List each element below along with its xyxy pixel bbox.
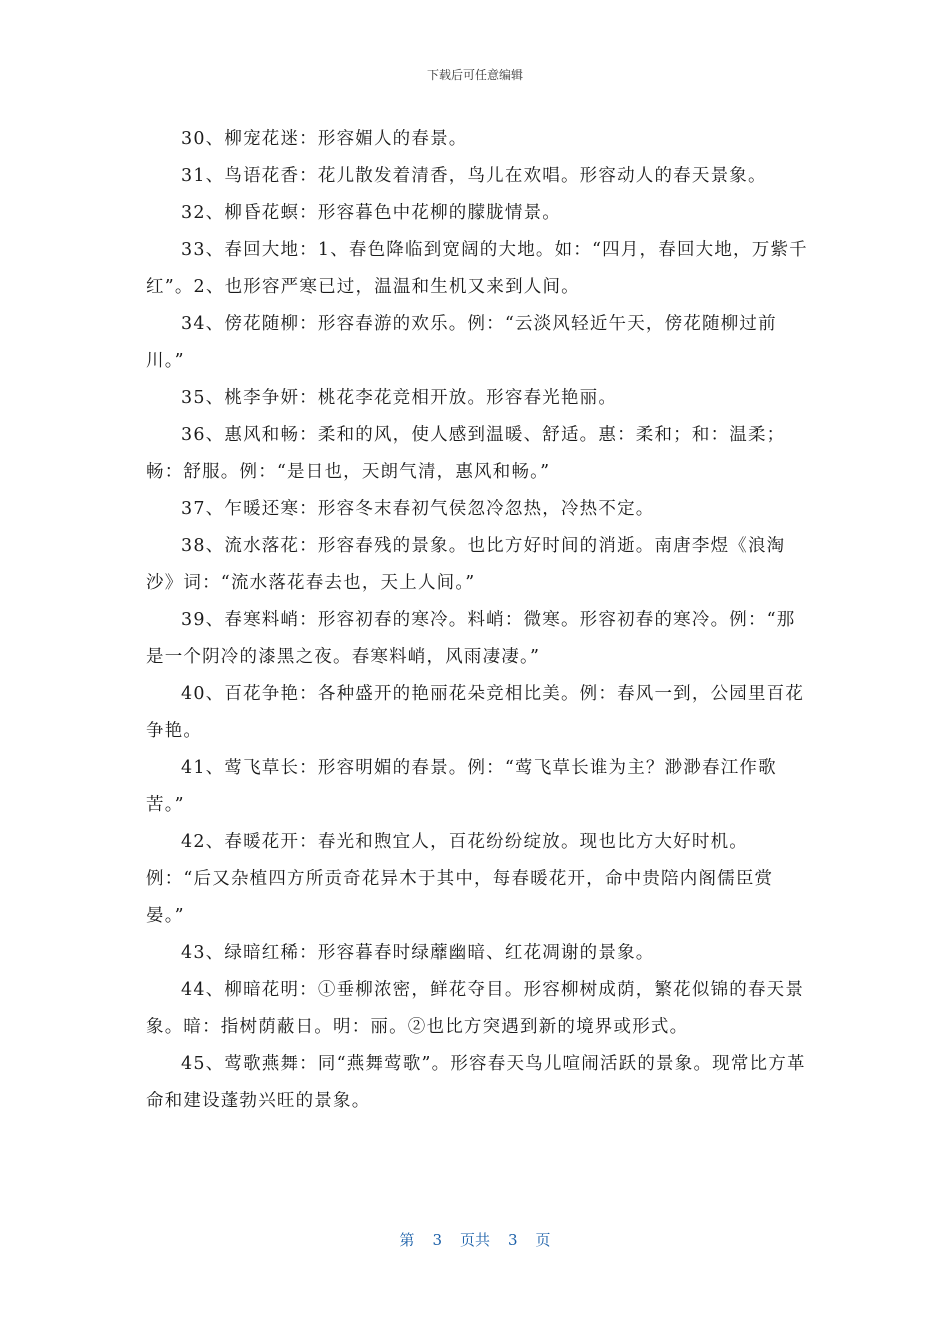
paragraph-38: 38、流水落花：形容春残的景象。也比方好时间的消逝。南唐李煜《浪淘沙》词：“流水落花春去也，天上人间。” <box>146 536 786 593</box>
paragraph-42: 42、春暖花开：春光和煦宜人，百花纷纷绽放。现也比方大好时机。例：“后又杂植四方所贡奇花异木于其中，每春暖花开，命中贵陪内阁儒臣赏晏。” <box>146 832 774 926</box>
page-header: 下载后可任意编辑 <box>426 68 523 82</box>
paragraph-34: 34、傍花随柳：形容春游的欢乐。例：“云淡风轻近午天，傍花随柳过前川。” <box>146 314 777 371</box>
paragraph-36: 36、惠风和畅：柔和的风，使人感到温暖、舒适。惠：柔和；和：温柔；畅：舒服。例：“是日也，天朗气清，惠风和畅。” <box>146 425 786 482</box>
paragraph-43: 43、绿暗红稀：形容暮春时绿蘼幽暗、红花凋谢的景象。 <box>181 943 655 963</box>
paragraph-40: 40、百花争艳：各种盛开的艳丽花朵竞相比美。例：春风一到，公园里百花争艳。 <box>146 684 805 741</box>
document-body <box>146 121 811 1120</box>
footer-prefix: 第 <box>399 1231 415 1249</box>
footer-suffix: 页 <box>535 1231 551 1249</box>
paragraph-45: 45、莺歌燕舞：同“燕舞莺歌”。形容春天鸟儿喧闹活跃的景象。现常比方革命和建设蓬勃兴旺的景象。 <box>146 1054 806 1111</box>
paragraph-39: 39、春寒料峭：形容初春的寒冷。料峭：微寒。形容初春的寒冷。例：“那是一个阴冷的漆黑之夜。春寒料峭，风雨凄凄。” <box>146 610 796 667</box>
footer-total-pages: 3 <box>508 1231 518 1249</box>
paragraph-35: 35、桃李争妍：桃花李花竞相开放。形容春光艳丽。 <box>181 388 618 408</box>
footer-page-number: 3 <box>432 1231 442 1249</box>
paragraph-41: 41、莺飞草长：形容明媚的春景。例：“莺飞草长谁为主？渺渺春江作歌苦。” <box>146 758 777 815</box>
footer-middle: 页共 <box>459 1231 490 1249</box>
paragraph-44: 44、柳暗花明：①垂柳浓密，鲜花夺目。形容柳树成荫，繁花似锦的春天景象。暗：指树荫蔽日。明：丽。②也比方突遇到新的境界或形式。 <box>146 980 805 1037</box>
paragraph-33: 33、春回大地：1、春色降临到宽阔的大地。如：“四月，春回大地，万紫千红”。2、也形容严寒已过，温温和生机又来到人间。 <box>146 240 808 297</box>
page-footer <box>0 1229 950 1250</box>
paragraph-37: 37、乍暖还寒：形容冬末春初气侯忽冷忽热，冷热不定。 <box>181 499 655 519</box>
paragraph-32: 32、柳昏花螟：形容暮色中花柳的朦胧情景。 <box>181 203 561 223</box>
paragraph-31: 31、鸟语花香：花儿散发着清香，鸟儿在欢唱。形容动人的春天景象。 <box>181 166 767 186</box>
paragraph-30: 30、柳宠花迷：形容媚人的春景。 <box>181 129 468 149</box>
